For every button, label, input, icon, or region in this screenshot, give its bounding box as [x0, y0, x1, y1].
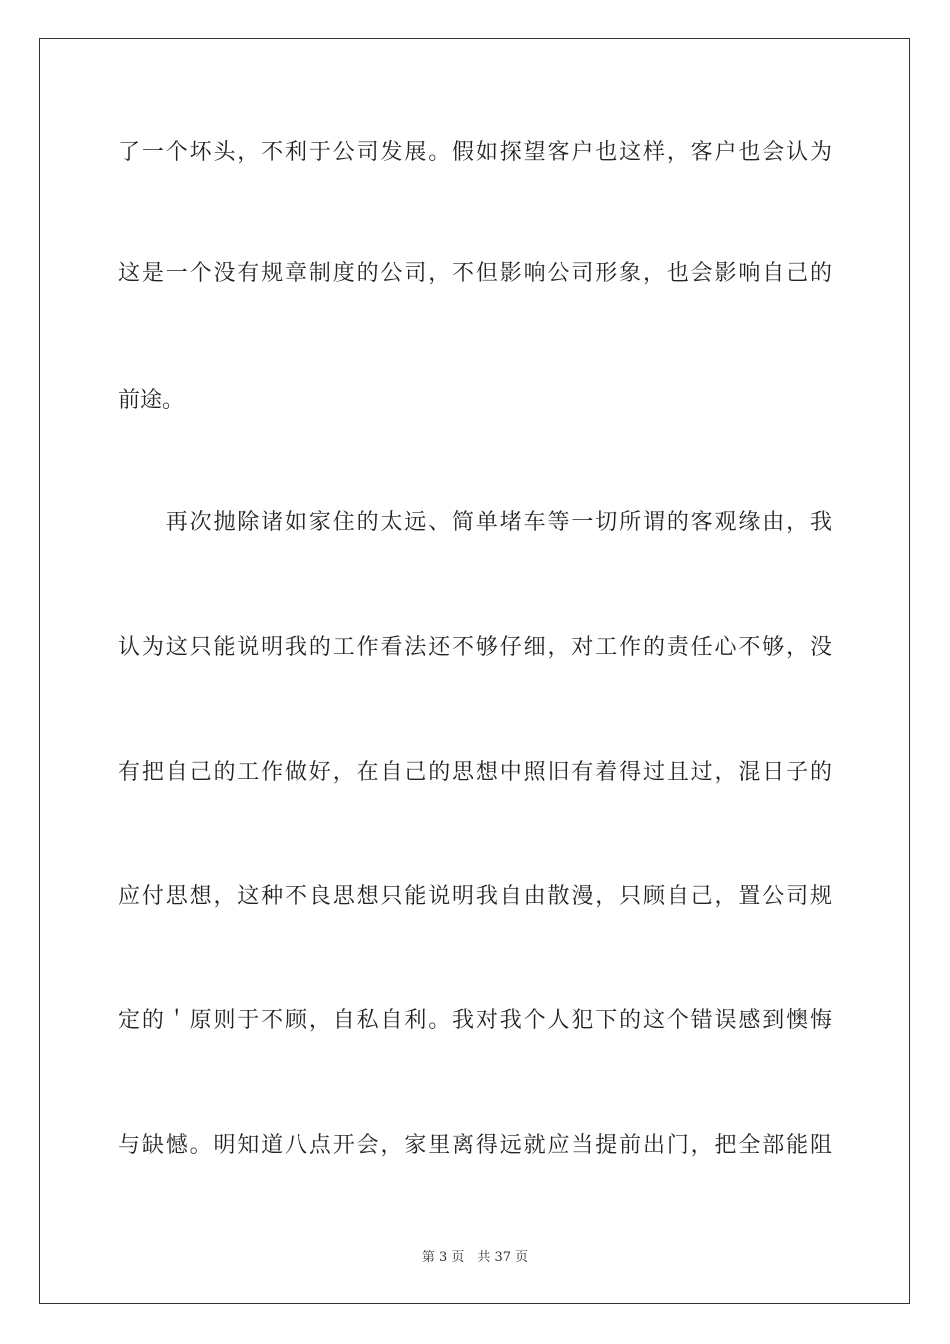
- text-line: 定的＇原则于不顾，自私自利。我对我个人犯下的这个错误感到懊悔: [118, 1008, 832, 1033]
- text-line: 应付思想，这种不良思想只能说明我自由散漫，只顾自己，置公司规: [118, 884, 832, 909]
- text-line: 有把自己的工作做好，在自己的思想中照旧有着得过且过，混日子的: [118, 760, 832, 785]
- text-line: 认为这只能说明我的工作看法还不够仔细，对工作的责任心不够，没: [118, 635, 832, 660]
- text-line: 再次抛除诸如家住的太远、简单堵车等一切所谓的客观缘由，我: [118, 510, 832, 535]
- text-line: 与缺憾。明知道八点开会，家里离得远就应当提前出门，把全部能阻: [118, 1133, 832, 1158]
- page-footer: [0, 1246, 950, 1265]
- page-border: [39, 38, 910, 1304]
- text-line: 前途。: [118, 388, 185, 413]
- page-number-label: 第 3 页 共 37 页: [421, 1250, 529, 1265]
- text-line: 了一个坏头，不利于公司发展。假如探望客户也这样，客户也会认为: [118, 140, 832, 165]
- text-line: 这是一个没有规章制度的公司，不但影响公司形象，也会影响自己的: [118, 261, 832, 286]
